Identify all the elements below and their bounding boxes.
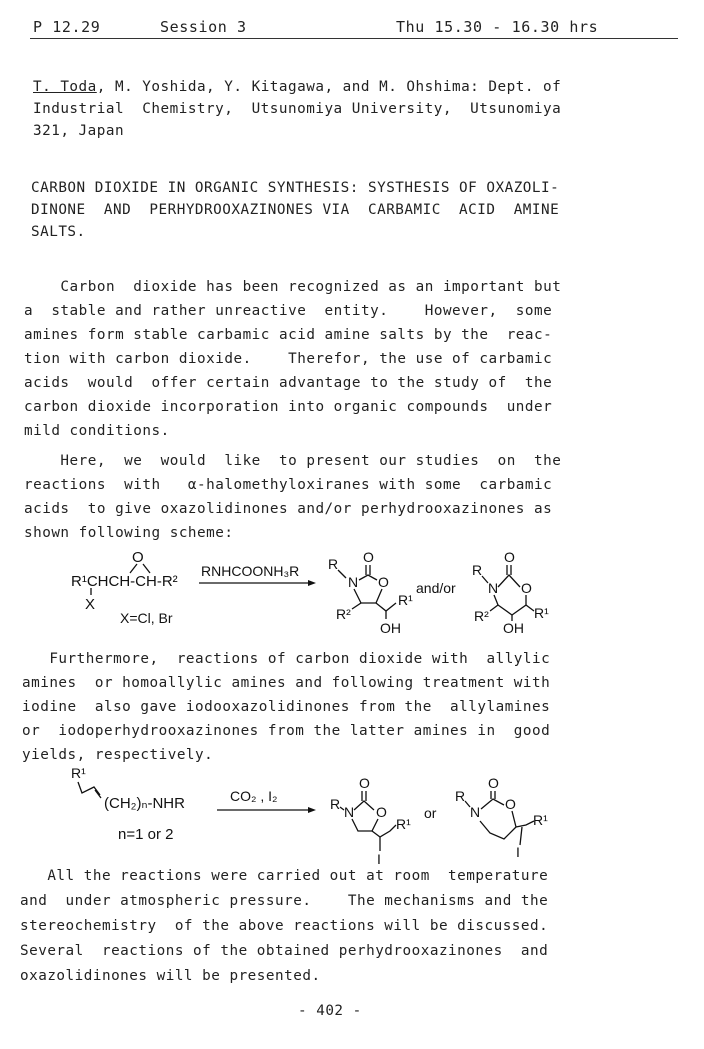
p1-line: mild conditions.: [24, 423, 170, 439]
authors-line-3: 321, Japan: [33, 123, 125, 139]
prod4-r1: R¹: [533, 812, 548, 828]
prod3-side-chain: [372, 825, 396, 837]
prod4-carbonyl-o: O: [488, 775, 499, 791]
p3-line: amines or homoallylic amines and following treatment with: [22, 675, 551, 691]
scheme1-substrate: R¹CHCH-CH-R²: [71, 573, 178, 590]
p2-line: Here, we would like to present our studies on the: [24, 453, 562, 469]
prod2-r1-bond: [526, 605, 534, 611]
session-label: Session 3: [160, 18, 247, 36]
prod4-iodo-bond: [520, 827, 522, 845]
prod2-ring-n: N: [488, 580, 499, 596]
prod3-iodine: I: [377, 851, 381, 867]
prod3-carbonyl-o: O: [359, 775, 370, 791]
prod3-ring: [352, 801, 378, 831]
prod2-n-substituent: R: [472, 562, 483, 578]
presenting-author: T. Toda: [33, 79, 97, 95]
prod1-ring-o: O: [378, 574, 389, 590]
prod2-ring-o: O: [521, 580, 532, 596]
p1-line: carbon dioxide incorporation into organic compounds under: [24, 399, 553, 415]
scheme1-epoxide-o: O: [132, 549, 144, 566]
prod1-ring-n: N: [348, 574, 359, 590]
prod2-carbonyl-o: O: [504, 549, 515, 565]
prod3-ring-n: N: [344, 804, 355, 820]
page-number: - 402 -: [298, 1003, 362, 1019]
prod2-r2-bond: [490, 605, 498, 611]
session-time: Thu 15.30 - 16.30 hrs: [396, 18, 599, 36]
reaction-scheme-1: [60, 545, 660, 645]
header-rule: [30, 38, 678, 39]
p1-line: acids would offer certain advantage to the study of the: [24, 375, 553, 391]
prod3-n-substituent: R: [330, 796, 341, 812]
scheme2-reagents: CO₂ , I₂: [230, 788, 278, 804]
authors-line-1: [33, 79, 561, 95]
title-line-2: DINONE AND PERHYDROOXAZINONES VIA CARBAMIC ACID AMINE: [31, 202, 560, 218]
p4-line: oxazolidinones will be presented.: [20, 968, 321, 984]
scheme1-arrowhead: [308, 580, 316, 586]
scheme2-substrate-r1: R¹: [71, 765, 86, 781]
p3-line: or iodoperhydrooxazinones from the latter amines in good: [22, 723, 551, 739]
scheme1-reagent: RNHCOONH₃R: [201, 563, 300, 579]
p3-line: yields, respectively.: [22, 747, 214, 763]
prod4-carbonyl-bond: [491, 791, 495, 799]
title-line-1: CARBON DIOXIDE IN ORGANIC SYNTHESIS: SYSTHESIS OF OXAZOLI-: [31, 180, 560, 196]
prod1-carbonyl-o: O: [363, 549, 374, 565]
p4-line: stereochemistry of the above reactions will be discussed.: [20, 918, 549, 934]
p1-line: a stable and rather unreactive entity. However, some: [24, 303, 553, 319]
prod3-ring-o: O: [376, 804, 387, 820]
scheme1-substituent: X: [85, 596, 96, 613]
p1-line: Carbon dioxide has been recognized as an important but: [24, 279, 562, 295]
prod4-ring-n: N: [470, 804, 481, 820]
prod1-carbonyl-bond: [366, 565, 370, 575]
scheme2-arrowhead: [308, 807, 316, 813]
prod1-side-chain: [376, 603, 396, 611]
prod1-r-bond: [338, 570, 346, 578]
title-line-3: SALTS.: [31, 224, 86, 240]
prod4-ring-o: O: [505, 796, 516, 812]
prod1-r2: R²: [336, 606, 351, 622]
p4-line: All the reactions were carried out at room temperature: [20, 868, 549, 884]
p4-line: and under atmospheric pressure. The mechanisms and the: [20, 893, 549, 909]
allyl-chain-bonds: [78, 782, 101, 798]
p2-line: shown following scheme:: [24, 525, 234, 541]
scheme1-and-or: and/or: [416, 580, 456, 596]
scheme1-condition: X=Cl, Br: [120, 610, 173, 626]
p2-line: reactions with α-halomethyloxiranes with some carbamic: [24, 477, 553, 493]
prod1-oh: OH: [380, 620, 401, 636]
prod3-carbonyl-bond: [362, 791, 366, 801]
p4-line: Several reactions of the obtained perhydrooxazinones and: [20, 943, 549, 959]
prod1-r1: R¹: [398, 592, 413, 608]
prod2-carbonyl-bond: [507, 565, 511, 575]
authors-line-1-rest: , M. Yoshida, Y. Kitagawa, and M. Ohshima: Dept. of: [96, 79, 562, 95]
p2-line: acids to give oxazolidinones and/or perhydrooxazinones as: [24, 501, 553, 517]
prod2-r1: R¹: [534, 605, 549, 621]
scheme2-substrate-chain: (CH₂)ₙ-NHR: [104, 795, 185, 812]
p3-line: Furthermore, reactions of carbon dioxide with allylic: [22, 651, 551, 667]
prod4-iodine: I: [516, 844, 520, 860]
p3-line: iodine also gave iodooxazolidinones from the allylamines: [22, 699, 551, 715]
prod4-side-chain: [516, 821, 534, 827]
abstract-number: P 12.29: [33, 18, 101, 36]
prod1-n-substituent: R: [328, 556, 339, 572]
prod1-r2-bond: [352, 603, 361, 609]
scheme2-or: or: [424, 805, 437, 821]
p1-line: tion with carbon dioxide. Therefor, the use of carbamic: [24, 351, 553, 367]
prod4-n-substituent: R: [455, 788, 466, 804]
prod2-oh: OH: [503, 620, 524, 636]
prod3-r1: R¹: [396, 816, 411, 832]
reaction-scheme-2: [60, 765, 660, 870]
authors-line-2: Industrial Chemistry, Utsunomiya University, Utsunomiya: [33, 101, 562, 117]
prod2-r2: R²: [474, 608, 489, 624]
scheme2-condition: n=1 or 2: [118, 826, 174, 843]
p1-line: amines form stable carbamic acid amine salts by the reac-: [24, 327, 553, 343]
